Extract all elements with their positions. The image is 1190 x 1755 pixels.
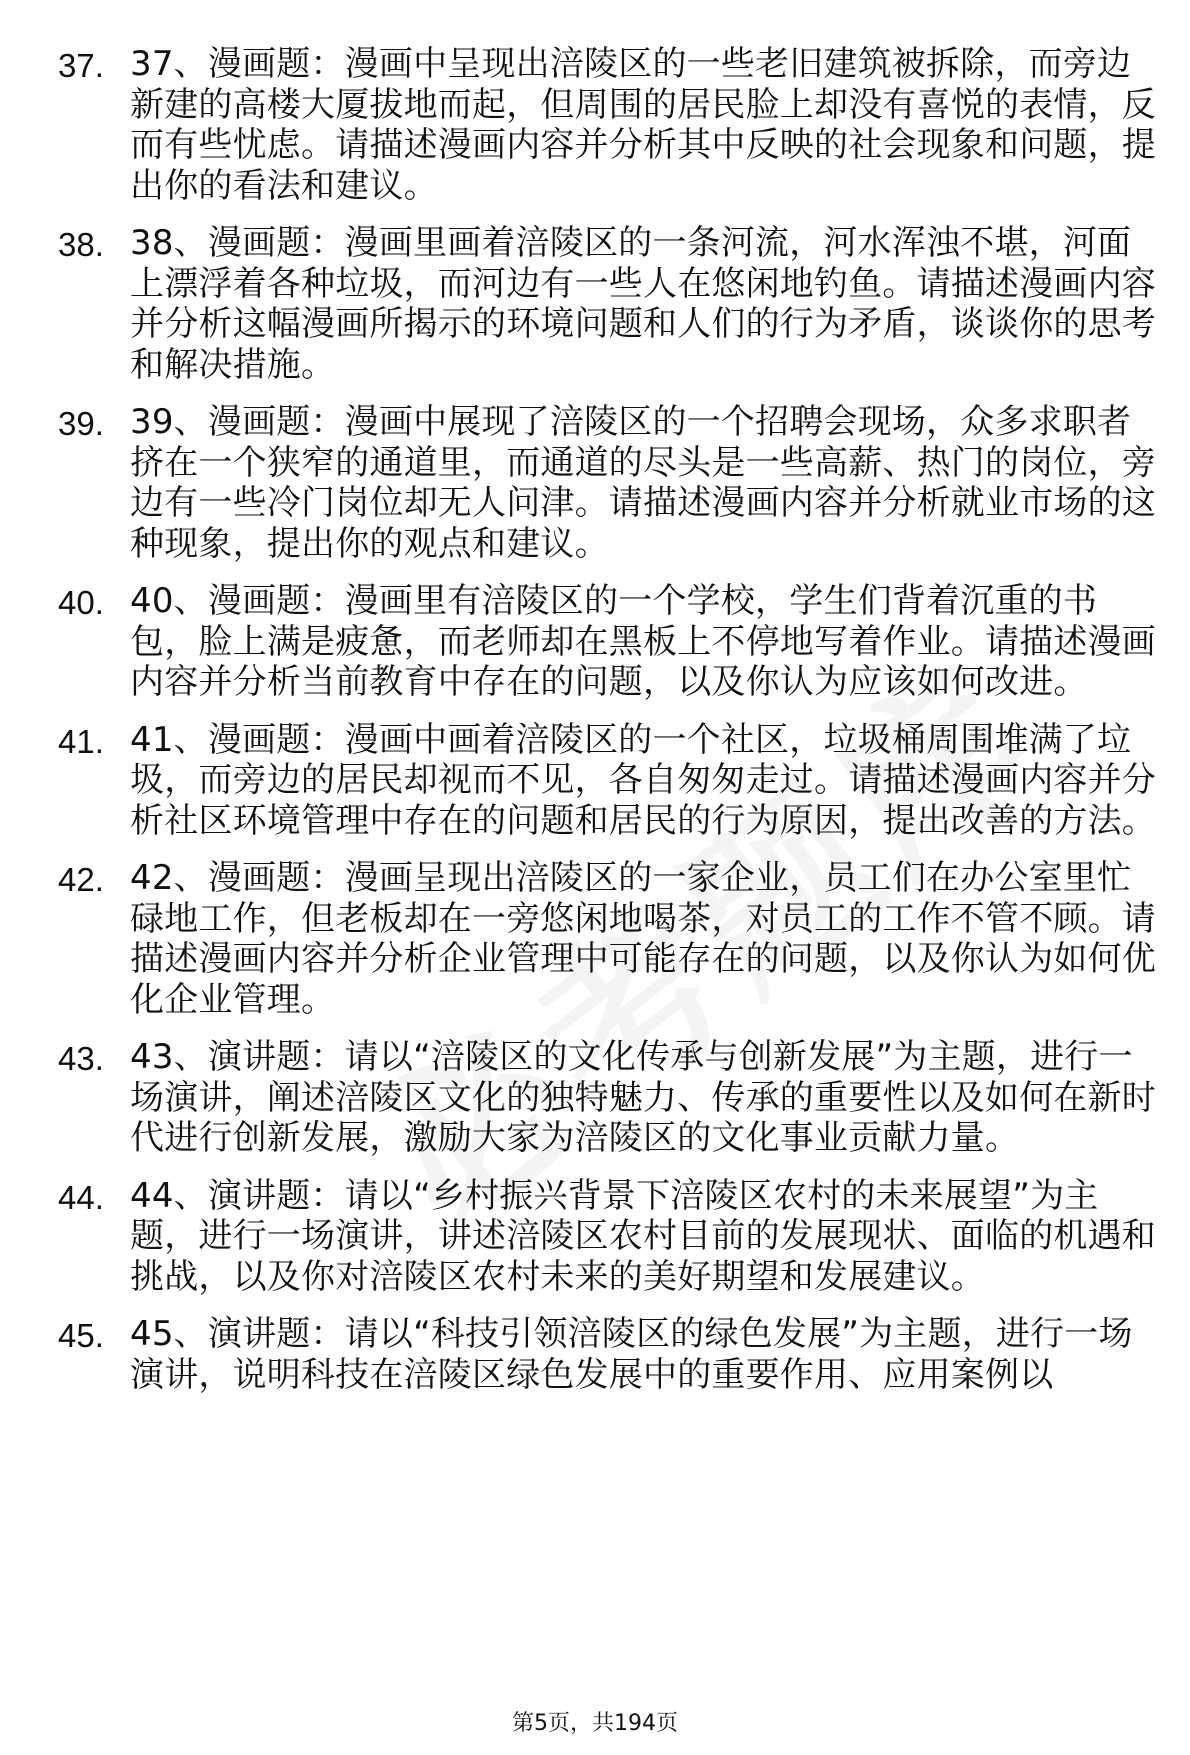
item-text: 44、演讲题：请以“乡村振兴背景下涪陵区农村的未来展望”为主题，进行一场演讲，讲述涪陵区农村目前的发展现状、面临的机遇和挑战，以及你对涪陵区农村未来的美好期望和发展建议。 (130, 1175, 1156, 1297)
item-text: 39、漫画题：漫画中展现了涪陵区的一个招聘会现场，众多求职者挤在一个狭窄的通道里，而通道的尽头是一些高薪、热门的岗位，旁边有一些冷门岗位却无人问津。请描述漫画内容并分析就业市场的这种现象，提出你的观点和建议。 (130, 402, 1156, 564)
item-text: 38、漫画题：漫画里画着涪陵区的一条河流，河水浑浊不堪，河面上漂浮着各种垃圾，而河边有一些人在悠闲地钓鱼。请描述漫画内容并分析这幅漫画所揭示的环境问题和人们的行为矛盾，谈谈你的思考和解决措施。 (130, 223, 1156, 385)
list-item (58, 1037, 1156, 1159)
item-number: 40. (58, 584, 104, 621)
item-number: 37. (58, 47, 104, 84)
list-item (58, 858, 1156, 1020)
list-item (58, 402, 1156, 564)
item-number: 42. (58, 861, 104, 898)
list-item (58, 1176, 1156, 1298)
list-item (58, 581, 1156, 703)
item-text: 40、漫画题：漫画里有涪陵区的一个学校，学生们背着沉重的书包，脸上满是疲惫，而老师却在黑板上不停地写着作业。请描述漫画内容并分析当前教育中存在的问题，以及你认为应该如何改进。 (130, 581, 1156, 702)
item-number: 38. (58, 226, 104, 263)
item-text: 43、演讲题：请以“涪陵区的文化传承与创新发展”为主题，进行一场演讲，阐述涪陵区文化的独特魅力、传承的重要性以及如何在新时代进行创新发展，激励大家为涪陵区的文化事业贡献力量。 (130, 1037, 1156, 1158)
item-text: 37、漫画题：漫画中呈现出涪陵区的一些老旧建筑被拆除，而旁边新建的高楼大厦拔地而起，但周围的居民脸上却没有喜悦的表情，反而有些忧虑。请描述漫画内容并分析其中反映的社会现象和问题，提出你的看法和建议。 (130, 44, 1156, 206)
page-number-label: 第5页，共194页 (512, 1711, 678, 1736)
item-number: 41. (58, 722, 104, 760)
item-number: 39. (58, 405, 104, 442)
item-number: 43. (58, 1040, 104, 1077)
item-number: 45. (58, 1317, 104, 1354)
list-item (58, 44, 1156, 206)
list-item (58, 720, 1156, 842)
item-text: 42、漫画题：漫画呈现出涪陵区的一家企业，员工们在办公室里忙碌地工作，但老板却在一旁悠闲地喝茶，对员工的工作不管不顾。请描述漫画内容并分析企业管理中可能存在的问题，以及你认为如何优化企业管理。 (130, 858, 1156, 1020)
list-item (58, 1314, 1156, 1395)
item-text: 45、演讲题：请以“科技引领涪陵区的绿色发展”为主题，进行一场演讲，说明科技在涪陵区绿色发展中的重要作用、应用案例以 (130, 1314, 1133, 1395)
list-item (58, 223, 1156, 385)
question-list (58, 44, 1156, 1412)
item-number: 44. (58, 1178, 104, 1216)
page-footer (0, 1706, 1190, 1737)
item-text: 41、漫画题：漫画中画着涪陵区的一个社区，垃圾桶周围堆满了垃圾，而旁边的居民却视而不见，各自匆匆走过。请描述漫画内容并分析社区环境管理中存在的问题和居民的行为原因，提出改善的方法。 (130, 719, 1156, 841)
